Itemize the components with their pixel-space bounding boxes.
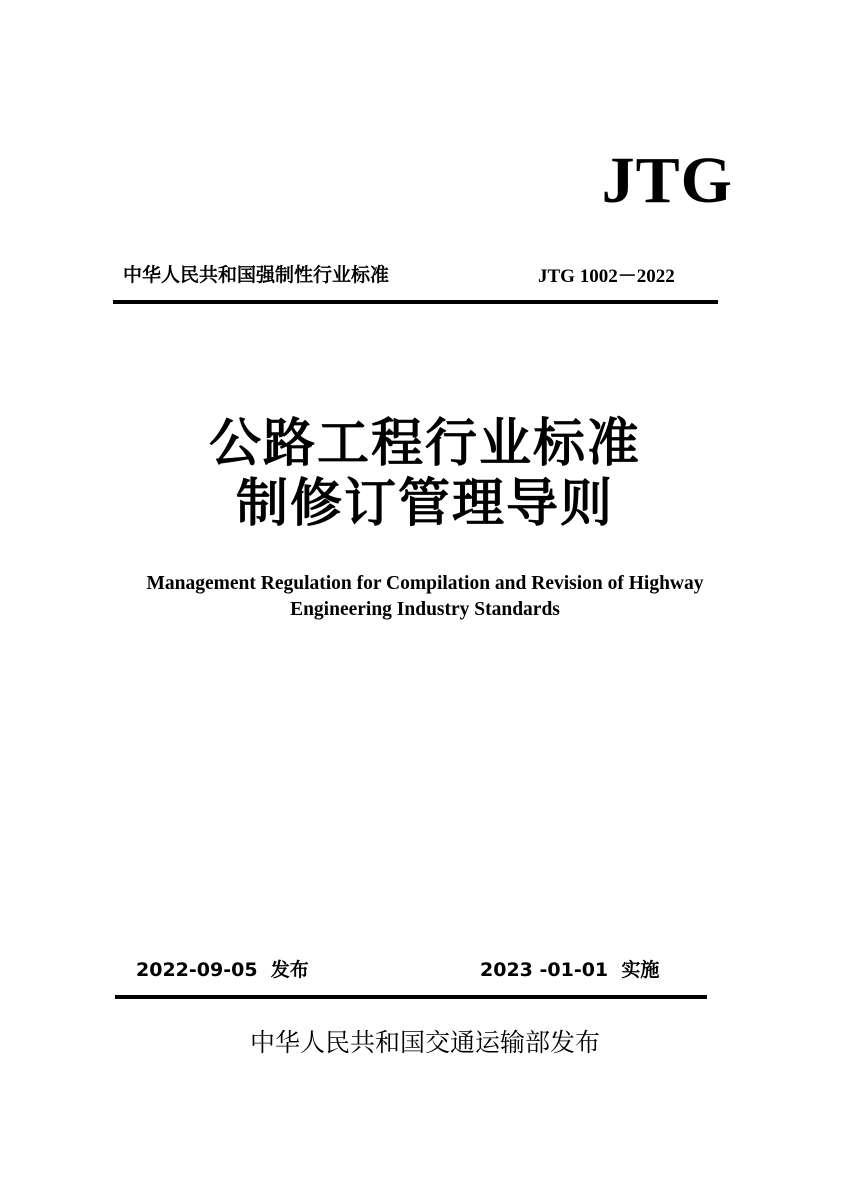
title-line-2: 制修订管理导则 <box>235 474 614 534</box>
implement-label: 实施 <box>621 959 660 981</box>
implement-date: 2023 -01-01 <box>480 959 609 981</box>
issue-date-block <box>136 961 309 980</box>
title-line-1: 公路工程行业标准 <box>208 414 641 474</box>
standard-code: JTG 1002－2022 <box>538 266 675 287</box>
issue-date: 2022-09-05 <box>136 959 258 981</box>
english-title-line-1: Management Regulation for Compilation and Revision of Highway <box>146 573 704 594</box>
standard-type: 中华人民共和国强制性行业标准 <box>123 264 390 286</box>
publisher: 中华人民共和国交通运输部发布 <box>249 1028 600 1057</box>
implement-date-block <box>480 961 659 980</box>
issue-label: 发布 <box>270 959 309 981</box>
english-title <box>0 571 850 623</box>
jtg-logo: JTG <box>601 144 733 217</box>
header-divider <box>113 300 718 304</box>
footer-divider <box>115 995 707 999</box>
english-title-line-2: Engineering Industry Standards <box>290 599 560 620</box>
